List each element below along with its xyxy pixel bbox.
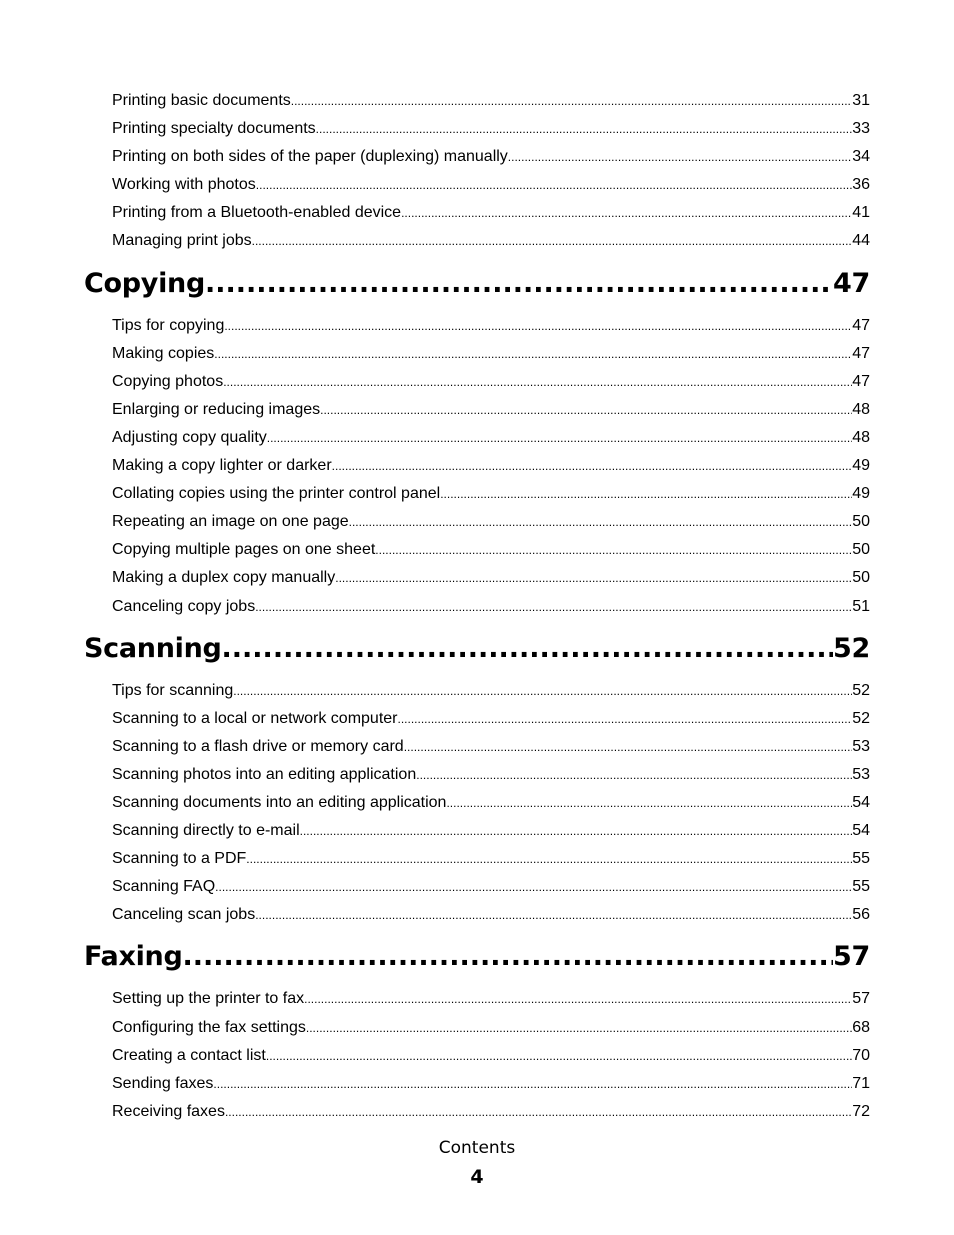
toc-entry-page: 56 [852, 906, 870, 924]
toc-entry-page: 51 [852, 597, 870, 615]
dot-leader [304, 985, 852, 1013]
toc-entry-page: 55 [852, 850, 870, 868]
dot-leader [267, 424, 852, 452]
toc-entry-page: 68 [852, 1018, 870, 1036]
toc-entry[interactable] [84, 536, 870, 564]
toc-entry-label: Making copies [112, 344, 215, 362]
toc-entry-label: Scanning to a local or network computer [112, 709, 398, 727]
toc-entry[interactable] [84, 705, 870, 733]
toc-entry-page: 52 [852, 709, 870, 727]
toc-entry-label: Printing specialty documents [112, 120, 316, 138]
toc-chapter-heading[interactable] [84, 935, 870, 983]
toc-entry[interactable] [84, 424, 870, 452]
toc-entry-page: 47 [852, 344, 870, 362]
toc-entry-page: 47 [852, 316, 870, 334]
dot-leader [255, 593, 852, 621]
dot-leader [222, 627, 833, 671]
toc-entry[interactable] [84, 340, 870, 368]
toc-chapter-page: 57 [833, 941, 870, 973]
toc-entry-page: 54 [852, 793, 870, 811]
dot-leader [508, 143, 852, 171]
toc-entry-label: Working with photos [112, 176, 256, 194]
toc-entry-page: 49 [852, 457, 870, 475]
toc-entry-label: Printing on both sides of the paper (duplexing) manually [112, 148, 508, 166]
toc-chapter-page: 52 [833, 632, 870, 664]
toc-entry-label: Scanning photos into an editing application [112, 765, 417, 783]
toc-entry-label: Adjusting copy quality [112, 428, 267, 446]
toc-chapter-title: Scanning [84, 632, 222, 664]
toc-entry-label: Tips for copying [112, 316, 225, 334]
toc-entry-page: 50 [852, 513, 870, 531]
toc-entry-label: Scanning documents into an editing application [112, 793, 447, 811]
toc-chapter-page: 47 [833, 267, 870, 299]
toc-section-faxing [84, 935, 870, 1125]
dot-leader [233, 677, 852, 705]
toc-entry-label: Scanning to a flash drive or memory card [112, 737, 404, 755]
toc-entry-label: Copying multiple pages on one sheet [112, 541, 376, 559]
toc-entry[interactable] [84, 1042, 870, 1070]
dot-leader [332, 452, 853, 480]
dot-leader [320, 396, 852, 424]
toc-entry-page: 57 [852, 990, 870, 1008]
dot-leader [215, 873, 852, 901]
toc-chapter-title: Faxing [84, 941, 183, 973]
toc-entry-page: 31 [852, 92, 870, 109]
toc-section-scanning [84, 627, 870, 930]
toc-entry-label: Canceling copy jobs [112, 597, 256, 615]
toc-entry[interactable] [84, 873, 870, 901]
dot-leader [223, 368, 852, 396]
toc-entry[interactable] [84, 733, 870, 761]
toc-entry-label: Creating a contact list [112, 1046, 266, 1064]
toc-entry-label: Copying photos [112, 372, 224, 390]
toc-entry-page: 70 [852, 1046, 870, 1064]
toc-entry-label: Managing print jobs [112, 232, 252, 250]
toc-entry-label: Scanning directly to e-mail [112, 822, 300, 840]
dot-leader [224, 312, 852, 340]
toc-entry[interactable] [84, 368, 870, 396]
toc-chapter-heading[interactable] [84, 627, 870, 675]
dot-leader [300, 817, 853, 845]
dot-leader [256, 171, 852, 199]
toc-entry-page: 50 [852, 569, 870, 587]
dot-leader [183, 935, 834, 979]
toc-entry[interactable] [84, 845, 870, 873]
toc-entry-page: 48 [852, 400, 870, 418]
toc-entry[interactable] [84, 480, 870, 508]
toc-entry[interactable] [84, 985, 870, 1013]
toc-entry[interactable] [84, 87, 870, 115]
toc-entry[interactable] [84, 396, 870, 424]
footer-section-title: Contents [438, 1138, 516, 1158]
dot-leader [349, 508, 853, 536]
dot-leader [213, 1070, 852, 1098]
toc-entry-label: Scanning to a PDF [112, 850, 247, 868]
toc-entry[interactable] [84, 143, 870, 171]
toc-entry-label: Enlarging or reducing images [112, 400, 321, 418]
toc-entry-label: Configuring the fax settings [112, 1018, 306, 1036]
dot-leader [225, 1098, 852, 1126]
toc-entry-page: 47 [852, 372, 870, 390]
toc-entry[interactable] [84, 789, 870, 817]
dot-leader [214, 340, 852, 368]
dot-leader [416, 761, 852, 789]
dot-leader [335, 564, 852, 592]
footer-page-number: 4 [470, 1166, 484, 1188]
dot-leader [440, 480, 852, 508]
dot-leader [255, 901, 852, 929]
toc-entry[interactable] [84, 452, 870, 480]
toc-entry-page: 53 [852, 737, 870, 755]
toc-entry[interactable] [84, 901, 870, 929]
toc-chapter-title: Copying [84, 267, 205, 299]
toc-entry[interactable] [84, 1014, 870, 1042]
toc-entry-page: 44 [852, 232, 870, 250]
toc-section-copying [84, 262, 870, 621]
toc-entry-label: Printing basic documents [112, 92, 291, 109]
toc-entry-page: 54 [852, 822, 870, 840]
dot-leader [401, 199, 852, 227]
toc-entry-label: Setting up the printer to fax [112, 990, 305, 1008]
dot-leader [266, 1042, 852, 1070]
toc-entry-label: Receiving faxes [112, 1102, 225, 1120]
dot-leader [316, 115, 853, 143]
dot-leader [205, 262, 833, 306]
toc-entry-page: 52 [852, 681, 870, 699]
toc-chapter-heading[interactable] [84, 262, 870, 310]
table-of-contents [84, 87, 870, 1126]
toc-entry[interactable] [84, 593, 870, 621]
toc-entry-label: Tips for scanning [112, 681, 234, 699]
toc-entry[interactable] [84, 564, 870, 592]
toc-entry-page: 71 [852, 1074, 870, 1092]
toc-entry[interactable] [84, 115, 870, 143]
toc-entry-page: 49 [852, 485, 870, 503]
toc-entry-label: Making a duplex copy manually [112, 569, 336, 587]
dot-leader [246, 845, 852, 873]
toc-entry-page: 41 [852, 204, 870, 222]
dot-leader [404, 733, 853, 761]
toc-entry-label: Sending faxes [112, 1074, 214, 1092]
toc-section-printing-continued [84, 87, 870, 256]
toc-entry[interactable] [84, 508, 870, 536]
toc-entry[interactable] [84, 227, 870, 255]
toc-entry-page: 36 [852, 176, 870, 194]
toc-entry[interactable] [84, 1070, 870, 1098]
toc-entry[interactable] [84, 1098, 870, 1126]
dot-leader [446, 789, 852, 817]
toc-entry-page: 53 [852, 765, 870, 783]
dot-leader [397, 705, 852, 733]
toc-entry-page: 48 [852, 428, 870, 446]
dot-leader [291, 87, 852, 115]
toc-entry-page: 33 [852, 120, 870, 138]
toc-entry-label: Printing from a Bluetooth-enabled device [112, 204, 402, 222]
toc-entry[interactable] [84, 171, 870, 199]
toc-entry[interactable] [84, 761, 870, 789]
toc-entry-page: 34 [852, 148, 870, 166]
toc-entry-label: Making a copy lighter or darker [112, 457, 332, 475]
dot-leader [306, 1014, 852, 1042]
toc-entry[interactable] [84, 312, 870, 340]
toc-entry-page: 55 [852, 878, 870, 896]
dot-leader [375, 536, 852, 564]
toc-entry[interactable] [84, 199, 870, 227]
toc-entry[interactable] [84, 677, 870, 705]
toc-entry-label: Scanning FAQ [112, 878, 216, 896]
toc-entry-label: Repeating an image on one page [112, 513, 349, 531]
toc-entry-page: 50 [852, 541, 870, 559]
toc-entry-page: 72 [852, 1102, 870, 1120]
dot-leader [252, 227, 853, 255]
toc-entry-label: Canceling scan jobs [112, 906, 256, 924]
toc-entry-label: Collating copies using the printer control panel [112, 485, 441, 503]
toc-entry[interactable] [84, 817, 870, 845]
